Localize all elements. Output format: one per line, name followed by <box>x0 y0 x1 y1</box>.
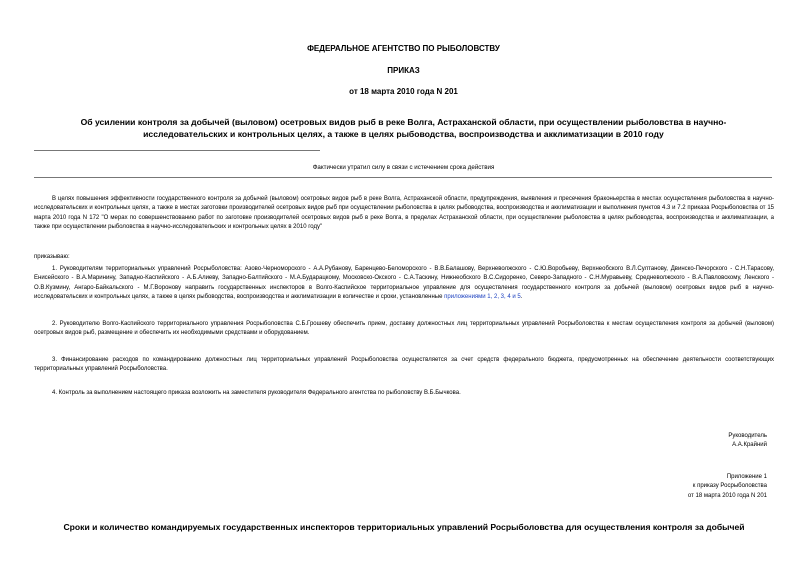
item-1-paragraph <box>34 265 774 302</box>
signature-block <box>728 432 767 451</box>
appendix-date: от 18 марта 2010 года N 201 <box>687 492 767 499</box>
divider-long <box>34 177 772 178</box>
document-date: от 18 марта 2010 года N 201 <box>349 87 458 96</box>
item-1-text: 1. Руководителям территориальных управлений Росрыболовства: Азово-Черноморского - А.А.Рубанову, Баренцево-Беломорского - В.В.Балашову, Верхневолжского - С.Ю.Воробьеву, Верхнеобского В.Л.Султанову, Двинско-Печорского - С.Н.Тарасову, Енисейского - В.А.Маринину, Западно-Каспийского - А.Б.Алиеву, Западно-Балтийского - М.А.Бударацкому, Московско-Окского - С.А.Таскину, Нижнеобского В.С.Сидоренко, Северо-Западного - С.Н.Муравьеву, Средневолжского - В.А.Павловскому, Ленского - О.В.Кузмину, Ангаро-Байкальского - М.Г.Воронову направить государственных инспекторов в Волго-Каспийское территориальное управление для осуществления государственного контроля за добычей (выловом) осетровых видов рыб в научно-исследовательских и контрольных целях, а также в целях рыбоводства, воспроизводства и акклиматизации в количестве и сроки, установленные <box>34 266 774 300</box>
agency-name: ФЕДЕРАЛЬНОЕ АГЕНТСТВО ПО РЫБОЛОВСТВУ <box>307 44 500 53</box>
appendix-title: Сроки и количество командируемых государственных инспекторов территориальных управлений Росрыболовства для осуществления контроля за добычей <box>63 522 745 532</box>
appendix-label: Приложение 1 <box>726 474 767 480</box>
appendix-ref: к приказу Росрыболовства <box>692 483 767 490</box>
signer-position: Руководитель <box>728 433 767 439</box>
item-3-paragraph: 3. Финансирование расходов по командированию должностных лиц территориальных управлений Росрыболовства осуществляется за счет средств федерального бюджета, предусмотренных на обеспечение деятельности соответствующих территориальных управлений Росрыболовства. <box>34 357 774 373</box>
intro-paragraph: В целях повышения эффективности государственного контроля за добычей (выловом) осетровых видов рыб в реке Волга, Астраханской области, предупреждения, выявления и пресечения браконьерства в местах осуществления рыболовства в научно-исследовательских и контрольных целях, а также в местах заготовки производителей осетровых видов рыб при осуществлении рыболовства в целях рыбоводства, воспроизводства и акклиматизации и выполнения пунктов 4.3 и 7.2 приказа Росрыболовства от 15 марта 2010 года N 172 "О мерах по совершенствованию работ по заготовке производителей осетровых видов рыб в реке Волга, в пределах Астраханской области, при осуществлении рыболовства в целях рыбоводства, воспроизводства и акклиматизации, а также при осуществлении рыболовства в научно-исследовательских и контрольных целях в 2010 году" <box>34 196 774 230</box>
item-4-paragraph: 4. Контроль за выполнением настоящего приказа возложить на заместителя руководителя Федерального агентства по рыболовству В.Б.Бычкова. <box>52 390 461 396</box>
signer-name: А.А.Крайний <box>732 442 767 449</box>
document-type: ПРИКАЗ <box>387 66 420 75</box>
item-1-end: . <box>520 293 523 300</box>
appendix-header <box>688 473 767 501</box>
divider-short <box>34 150 320 151</box>
order-word: приказываю: <box>34 254 70 260</box>
document-title: Об усилении контроля за добычей (выловом) осетровых видов рыб в реке Волга, Астраханской области, при осуществлении рыболовства в научно-исследовательских и контрольных целях, а также в целях рыбоводства, воспроизводства и акклиматизации в 2010 году <box>80 117 727 139</box>
item-2-paragraph: 2. Руководителю Волго-Каспийского территориального управления Росрыболовства С.Б.Грошеву обеспечить прием, доставку должностных лиц территориальных управлений Росрыболовства к местам осуществления контроля за добычей (выловом) осетровых видов рыб, размещение и обеспечить их необходимыми средствами и оборудованием. <box>34 321 774 337</box>
status-note: Фактически утратил силу в связи с истечением срока действия <box>312 164 495 171</box>
appendices-link[interactable]: приложениями 1, 2, 3, 4 и 5 <box>444 293 521 300</box>
